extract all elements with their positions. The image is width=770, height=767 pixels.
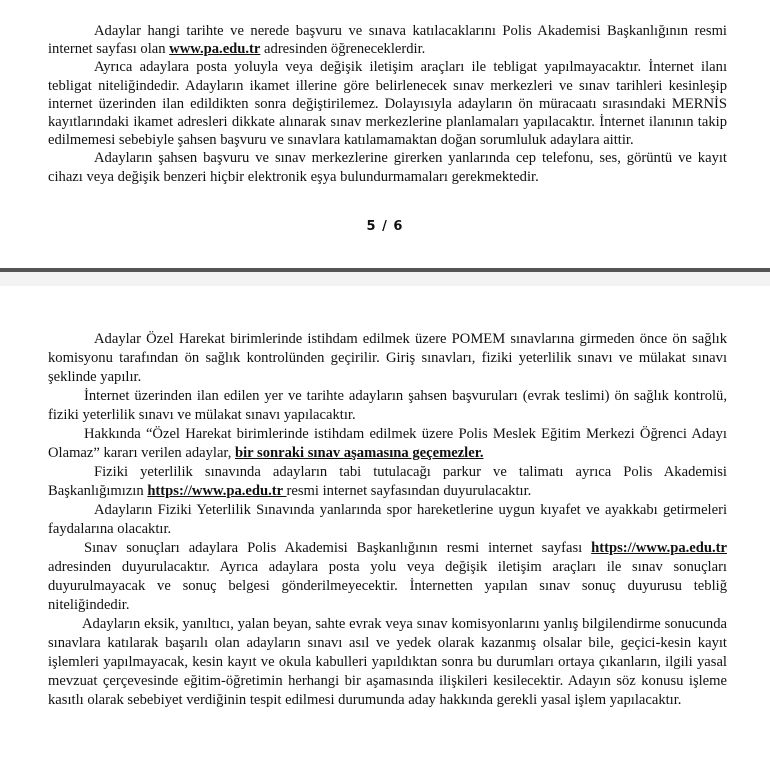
paragraph-false-statement: Adayların eksik, yanıltıcı, yalan beyan, sahte evrak veya sınav komisyonlarını yanlış bilgilendirme sonucunda sınavlara katılarak başarılı olan adayların sınavı asıl ve yedek olarak kazanmış olsalar bile, geçici-kesin kayıt işlemleri yapılmayacak, kesin kayıt ve okula kabulleri yapıldıktan sonra bu durumları ortaya çıkanların, ilgili yasal mevzuat çerçevesinde eğitim-öğretimin herhangi bir aşamasında ilişkileri kesilecektir. Adayın söz konusu işleme kasıtlı olarak sebebiyet verdiğinin tespit edilmesi durumunda aday hakkında gerekli yasal işlem yapılacaktır.	[48, 616, 727, 708]
website-link[interactable]: www.pa.edu.tr	[169, 41, 261, 58]
paragraph-electronic-devices: Adayların şahsen başvuru ve sınav merkezlerine girerken yanlarında cep telefonu, ses, görüntü ve kayıt cihazı veya değişik benzeri hiçbir elektronik eşya bulundurmamaları gerekmektedir.	[48, 150, 727, 185]
page-number: 5 / 6	[366, 219, 404, 234]
page-5-text	[48, 22, 727, 186]
paragraph-physical-test-course: Fiziki yeterlilik sınavında adayların tabi tutulacağı parkur ve talimatı ayrıca Polis Akademisi Başkanlığımızın https://www.pa.edu.tr resmi internet sayfasından duyurulacaktır.	[48, 464, 727, 499]
paragraph-sports-outfit: Adayların Fiziki Yeterlilik Sınavında yanlarında spor hareketlerine uygun kıyafet ve ayakkabı getirmeleri faydalarına olacaktır.	[48, 502, 727, 537]
emphasis-text: bir sonraki sınav aşamasına geçemezler.	[235, 445, 484, 461]
document-page-5	[0, 0, 770, 268]
paragraph-application-info: Adaylar hangi tarihte ve nerede başvuru ve sınava katılacaklarını Polis Akademisi Başkanlığının resmi internet sayfası olan www.pa.edu.tr adresinden öğreneceklerdir.	[48, 23, 727, 58]
website-link[interactable]: https://www.pa.edu.tr	[591, 540, 727, 556]
paragraph-exam-results: Sınav sonuçları adaylara Polis Akademisi Başkanlığının resmi internet sayfası https://www.pa.edu.tr adresinden duyurulacaktır. Ayrıca adaylara posta yolu veya değişik iletişim araçları ile sınav sonuçları duyurulmayacak ve sonuç belgesi gönderilmeyecektir. İnternetten yapılan sınav sonuç duyurusu tebliğ niteliğindedir.	[48, 540, 727, 613]
paragraph-notification: Ayrıca adaylara posta yoluyla veya değişik iletişim araçları ile tebligat yapılmayacaktır. İnternet ilanı tebligat niteliğindedir. Adayların ikamet illerine göre belirlenecek sınav merkezleri ve sınav tarihleri kesinleşip internet üzerinden ilan edildikten sonra değiştirilemez. Dolayısıyla adayların ön müracaatı sırasındaki MERNİS kayıtlarındaki ikamet adresleri dikkate alınarak sınav merkezlerine planlamaları yapılacaktır. İnternet ilanının takip edilmemesi sebebiyle şahsen başvuru ve sınavlara katılamamaktan doğan sorumluluk adaylara aittir.	[48, 59, 727, 149]
website-link[interactable]: https://www.pa.edu.tr	[147, 483, 287, 499]
paragraph-ineligible-candidates: Hakkında “Özel Harekat birimlerinde istihdam edilmek üzere Polis Meslek Eğitim Merkezi Öğrenci Adayı Olamaz” kararı verilen adaylar, bir sonraki sınav aşamasına geçemezler.	[48, 426, 727, 461]
document-page-6	[0, 286, 770, 767]
page-separator	[0, 268, 770, 286]
paragraph-health-check: Adaylar Özel Harekat birimlerinde istihdam edilmek üzere POMEM sınavlarına girmeden önce ön sağlık komisyonu tarafından ön sağlık kontrolünden geçirilir. Giriş sınavları, fiziki yeterlilik sınavı ve mülakat sınavı şeklinde yapılır.	[48, 331, 727, 385]
page-6-text	[48, 330, 727, 710]
paragraph-in-person-application: İnternet üzerinden ilan edilen yer ve tarihte adayların şahsen başvuruları (evrak teslimi) ön sağlık kontrolü, fiziki yeterlilik sınavı ve mülakat sınavı yapılacaktır.	[48, 388, 727, 423]
